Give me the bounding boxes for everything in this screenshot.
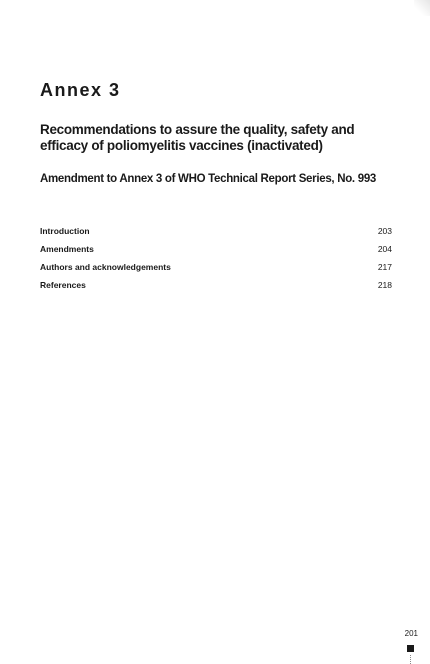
toc-row-authors[interactable]: [40, 262, 392, 280]
toc-entry-title: Authors and acknowledgements: [40, 262, 171, 272]
toc-entry-page: 203: [377, 226, 392, 236]
page-marker-dotted-line: [410, 655, 412, 664]
toc-row-references[interactable]: [40, 280, 392, 298]
page-number: 201: [404, 629, 418, 638]
toc-row-amendments[interactable]: [40, 244, 392, 262]
annex-subtitle: Amendment to Annex 3 of WHO Technical Report Series, No. 993: [40, 173, 377, 185]
annex-title: Recommendations to assure the quality, safety and efficacy of poliomyelitis vaccines (inactivated): [40, 122, 355, 153]
annex-label: Annex 3: [40, 80, 121, 100]
page-corner-shadow: [414, 0, 430, 16]
toc-entry-title: References: [40, 280, 86, 290]
toc-entry-page: 204: [377, 244, 392, 254]
table-of-contents: [40, 226, 392, 298]
toc-entry-page: 218: [377, 280, 392, 290]
toc-entry-title: Amendments: [40, 244, 94, 254]
toc-row-introduction[interactable]: [40, 226, 392, 244]
toc-entry-page: 217: [377, 262, 392, 272]
page-marker-square: [407, 645, 414, 652]
toc-entry-title: Introduction: [40, 226, 90, 236]
